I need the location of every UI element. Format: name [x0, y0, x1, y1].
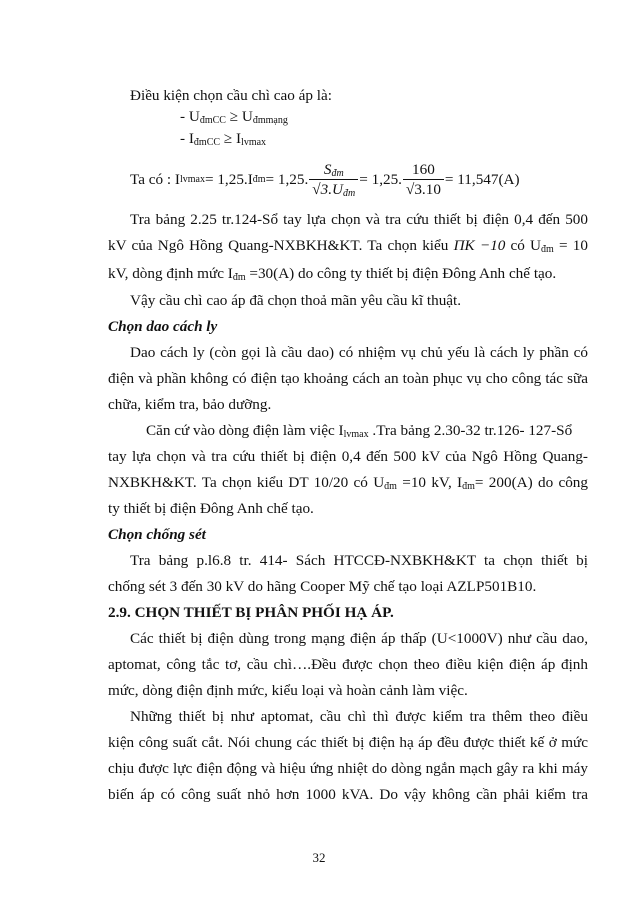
heading-dao-cach-ly: Chọn dao cách ly	[108, 318, 218, 335]
para3-line2: tay lựa chọn và tra cứu thiết bị điện 0,4 đến 500 kV của Ngô Hồng Quang-	[108, 448, 588, 465]
para2-line1: Dao cách ly (còn gọi là cầu dao) có nhiệm vụ chủ yếu là cách ly phần có	[130, 344, 588, 361]
para5-line3: mức, dòng điện định mức, kiểu loại và hoàn cảnh làm việc.	[108, 682, 468, 699]
para4-line2: chống sét 3 đến 30 kV do hãng Cooper Mỹ chế tạo loại AZLP501B10.	[108, 578, 537, 595]
para1-line4: Vậy cầu chì cao áp đã chọn thoả mãn yêu cầu kĩ thuật.	[130, 292, 462, 309]
para6-line3: chịu được lực điện động và hiệu ứng nhiệt do dòng ngắn mạch gây ra khi máy	[108, 760, 588, 777]
page-number: 32	[312, 850, 326, 865]
intro-line: Điều kiện chọn cầu chì cao áp là:	[130, 87, 332, 104]
condition-current: - $I_{đmCC} \ge I_{lvmax}$	[180, 130, 267, 148]
para2-line3: chữa, kiểm tra, bảo dưỡng.	[108, 396, 272, 413]
para1-line3: kV, dòng định mức $I_{đm} =30(A)$ do công ty thiết bị điện Đông Anh chế tạo.	[108, 265, 557, 283]
para1-line2: kV của Ngô Hồng Quang-NXBKH&KT. Ta chọn kiểu ПK −10 có $U_{đm} = 10$	[108, 237, 588, 255]
fraction-160-over-root3: $\frac{160}{√3.10}$	[403, 161, 444, 200]
para3-line3: NXBKH&KT. Ta chọn kiểu DT 10/20 có $U_{đm} =10$ kV, $I_{đm}= 200(A)$ do công	[108, 474, 588, 492]
para5-line2: aptomat, công tắc tơ, cầu chì….Đều được chọn theo điều kiện điện áp định	[108, 656, 588, 673]
para5-line1: Các thiết bị điện dùng trong mạng điện áp thấp (U<1000V) như cầu dao,	[130, 630, 588, 647]
para1-line1: Tra bảng 2.25 tr.124-Sổ tay lựa chọn và tra cứu thiết bị điện 0,4 đến 500	[130, 211, 588, 228]
current-equation: Ta có : I lvmax = 1,25.I đm = 1,25. $\frac{S_{đm}}{√3.U_{đm}}$ = 1,25. $\frac{160}{√3.10}$ = 11,547(A)	[130, 160, 520, 199]
para4-line1: Tra bảng p.l6.8 tr. 414- Sách HTCCĐ-NXBKH&KT ta chọn thiết bị	[130, 552, 588, 569]
section-heading: 2.9. CHỌN THIẾT BỊ PHÂN PHỐI HẠ ÁP.	[108, 604, 394, 621]
para6-line1: Những thiết bị như aptomat, cầu chì thì được kiểm tra thêm theo điều	[130, 708, 588, 725]
heading-chong-set: Chọn chống sét	[108, 526, 206, 543]
para3-line1: Căn cứ vào dòng điện làm việc $I_{lvmax}$ .Tra bảng 2.30-32 tr.126- 127-Sổ	[146, 422, 573, 440]
para6-line4: biến áp có công suất nhỏ hơn 1000 kVA. Do vậy không cần phải kiểm tra	[108, 786, 588, 803]
para3-line4: ty thiết bị điện Đông Anh chế tạo.	[108, 500, 314, 517]
para6-line2: kiện công suất cắt. Nói chung các thiết bị điện hạ áp đều được thiết kế ở mức	[108, 734, 588, 751]
para2-line2: điện và phần không có điện tạo khoảng cách an toàn phục vụ cho công tác sữa	[108, 370, 588, 387]
condition-voltage: - $U_{đmCC} \ge U_{đmmạng}$	[180, 108, 288, 126]
fraction-s-over-u: $\frac{S_{đm}}{√3.U_{đm}}$	[309, 161, 358, 200]
